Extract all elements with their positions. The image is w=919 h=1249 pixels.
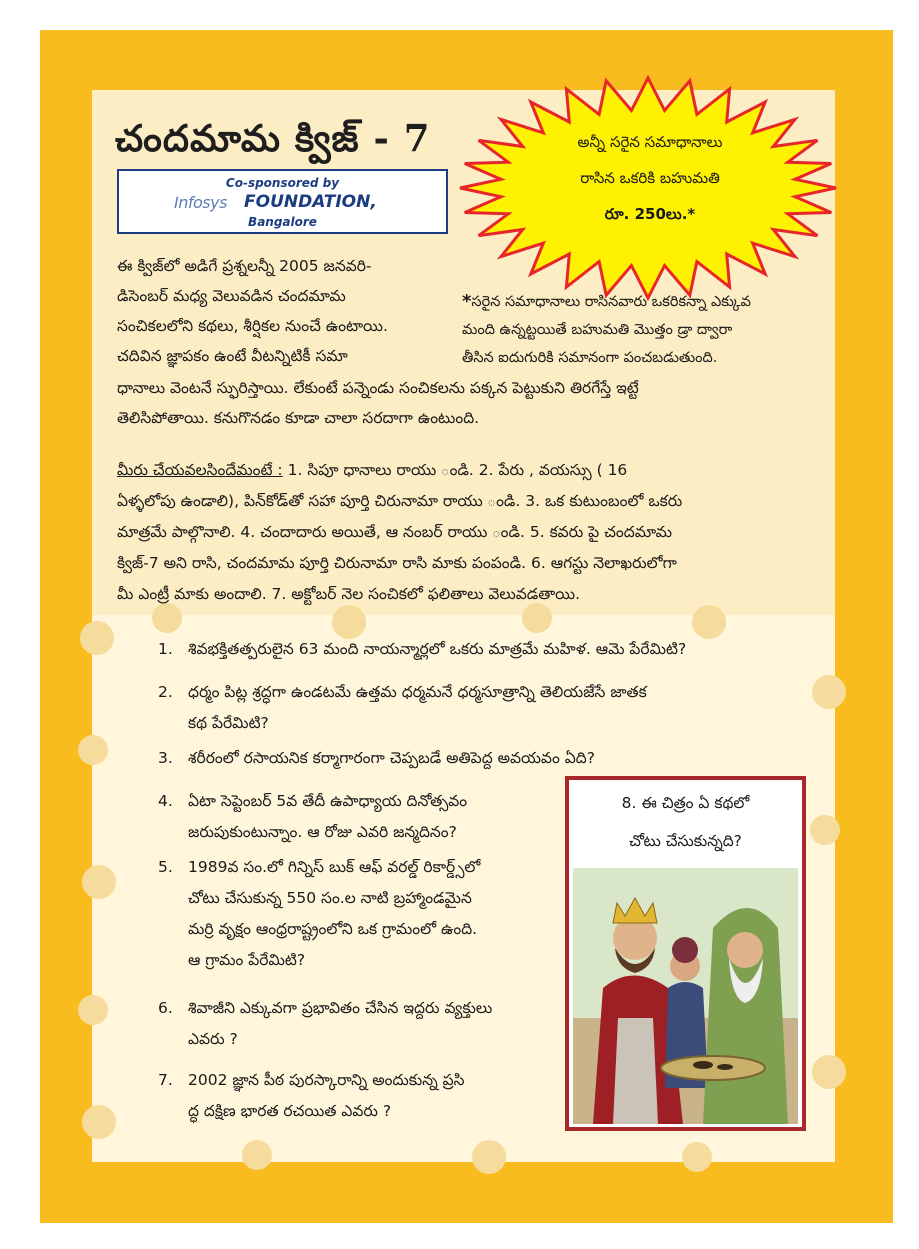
intro-line: చదివిన జ్ఞాపకం ఉంటే వీటన్నిటికీ సమా — [117, 347, 348, 365]
question-number: 4. — [158, 792, 173, 810]
intro-line: ధానాలు వెంటనే స్ఫురిస్తాయి. లేకుంటే పన్నెండు సంచికలను పక్కన పెట్టుకుని తిరగేస్తే ఇట్టే — [117, 379, 639, 397]
question-text: ద్ధ దక్షిణ భారత రచయిత ఎవరు ? — [188, 1102, 392, 1120]
intro-line: సంచికలలోని కథలు, శీర్షికల నుంచే ఉంటాయి. — [117, 317, 388, 335]
intro-line: ఈ క్విజ్‌లో అడిగే ప్రశ్నలన్నీ 2005 జనవరి- — [117, 257, 372, 275]
question-4 — [158, 786, 467, 848]
question-text: కథ పేరేమిటి? — [188, 714, 269, 732]
rules-line: మాత్రమే పాల్గొనాలి. 4. చందాదారు అయితే, ఆ నంబర్ రాయు ండి. 5. కవరు పై చందమామ — [117, 523, 672, 541]
question-text: శివాజీని ఎక్కువగా ప్రభావితం చేసిన ఇద్దరు వ్యక్తులు — [188, 999, 493, 1017]
sponsor-logo-box — [117, 169, 448, 234]
question-text: ఆ గ్రామం పేరేమిటి? — [188, 951, 306, 969]
sponsor-foundation: FOUNDATION, — [244, 192, 377, 212]
picture-question-line: చోటు చేసుకున్నది? — [629, 832, 742, 850]
question-number: 3. — [158, 749, 173, 767]
intro-full — [117, 373, 827, 433]
question-text: మర్రి వృక్షం ఆంధ్రరాష్ట్రంలోని ఒక గ్రామంలో ఉంది. — [188, 920, 478, 938]
question-number: 7. — [158, 1071, 173, 1089]
sponsor-city: Bangalore — [248, 215, 317, 229]
prize-line-3: రూ. 250లు.* — [604, 205, 696, 223]
page-title: చందమామ క్విజ్ - 7 — [115, 116, 431, 160]
note-line: మంది ఉన్నట్టయితే బహుమతి మొత్తం డ్రా ద్వారా — [462, 322, 733, 338]
prize-line-2: రాసిన ఒకరికి బహుమతి — [580, 169, 720, 187]
note-line: తీసిన ఐదుగురికి సమానంగా పంచబడుతుంది. — [462, 350, 718, 366]
intro-left — [117, 251, 462, 371]
question-2 — [158, 677, 647, 739]
question-text: ఎవరు ? — [188, 1030, 238, 1048]
question-text: ఏటా సెప్టెంబర్ 5వ తేదీ ఉపాధ్యాయ దినోత్సవం — [188, 792, 468, 810]
note-line — [462, 288, 822, 316]
rules-block — [117, 455, 827, 610]
rules-line — [117, 455, 827, 486]
question-3 — [158, 743, 595, 774]
question-number: 6. — [158, 999, 173, 1017]
rules-line: ఏళ్ళలోపు ఉండాలి), పిన్‌కోడ్‌తో సహా పూర్తి చిరునామా రాయు ండి. 3. ఒక కుటుంబంలో ఒకరు — [117, 492, 683, 510]
question-text: ధర్మం పిట్ల శ్రద్ధగా ఉండటమే ఉత్తమ ధర్మమనే ధర్మసూత్రాన్ని తెలియజేసే జాతక — [188, 683, 647, 701]
question-number: 2. — [158, 683, 173, 701]
story-illustration — [573, 868, 798, 1124]
question-1 — [158, 634, 686, 665]
question-text: శివభక్తితత్పరులైన 63 మంది నాయన్మార్లలో ఒకరు మాత్రమే మహిళ. ఆమె పేరేమిటి? — [188, 640, 687, 658]
question-text: జరుపుకుంటున్నాం. ఆ రోజు ఎవరి జన్మదినం? — [188, 823, 457, 841]
question-7 — [158, 1065, 465, 1127]
picture-question-box — [565, 776, 806, 1131]
question-5 — [158, 852, 480, 976]
question-text: శరీరంలో రసాయనిక కర్మాగారంగా చెప్పబడే అతిపెద్ద అవయవం ఏది? — [188, 749, 595, 767]
infosys-logo: Infosys — [174, 193, 227, 212]
picture-question-line: 8. ఈ చిత్రం ఏ కథలో — [621, 794, 750, 812]
prize-note — [462, 288, 822, 372]
rules-heading: మీరు చేయవలసిందేమంటే : — [117, 461, 283, 479]
prize-line-1: అన్నీ సరైన సమాధానాలు — [577, 133, 723, 151]
sponsor-line: Co-sponsored by — [225, 176, 340, 190]
question-text: 2002 జ్ఞాన పీఠ పురస్కారాన్ని అందుకున్న ప్రసి — [188, 1071, 465, 1089]
rules-text: 1. సిపూ ధానాలు రాయు ండి. 2. పేరు , వయస్సు ( 16 — [282, 461, 628, 479]
question-text: 1989వ సం.లో గిన్నిస్ బుక్ ఆఫ్ వరల్డ్ రికార్డ్స్‌లో — [188, 858, 481, 876]
asterisk: * — [462, 291, 472, 312]
question-6 — [158, 993, 492, 1055]
rules-line: క్విజ్-7 అని రాసి, చందమామ పూర్తి చిరునామా రాసి మాకు పంపండి. 6. ఆగస్టు నెలాఖరులోగా — [117, 554, 677, 572]
question-number: 1. — [158, 640, 173, 658]
intro-line: తెలిసిపోతాయి. కనుగొనడం కూడా చాలా సరదాగా ఉంటుంది. — [117, 409, 480, 427]
intro-line: డిసెంబర్ మధ్య వెలువడిన చందమామ — [117, 287, 346, 305]
question-text: చోటు చేసుకున్న 550 సం.ల నాటి బ్రహ్మాండమైన — [188, 889, 472, 907]
rules-line: మీ ఎంట్రీ మాకు అందాలి. 7. అక్టోబర్ నెల సంచికలో ఫలితాలు వెలువడతాయి. — [117, 585, 581, 603]
note-text: సరైన సమాధానాలు రాసినవారు ఒకరికన్నా ఎక్కువ — [471, 294, 751, 310]
question-number: 5. — [158, 858, 173, 876]
